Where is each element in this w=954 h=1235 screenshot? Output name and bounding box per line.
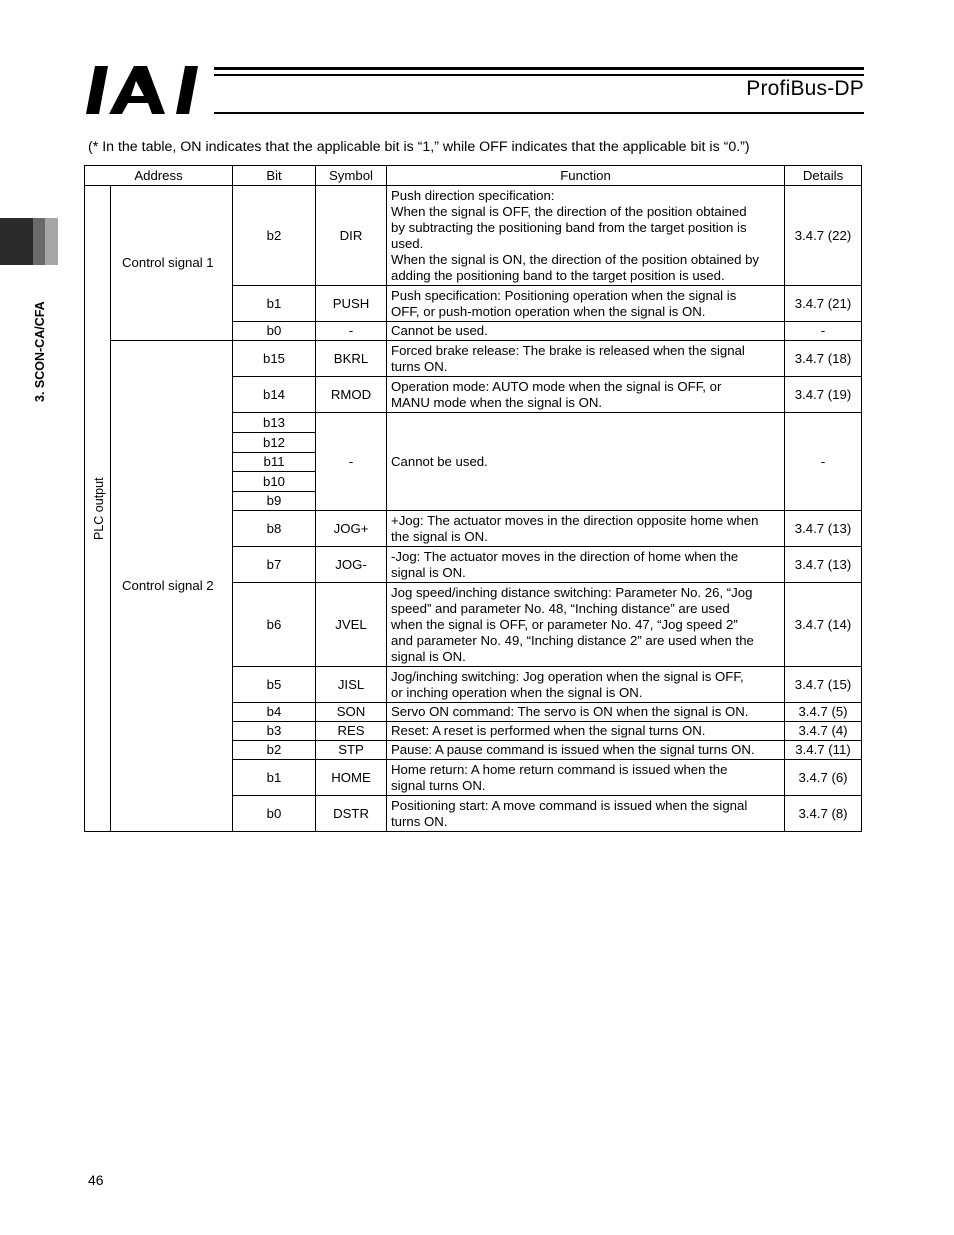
table-row [85, 341, 862, 377]
function-line: or inching operation when the signal is ON. [391, 684, 643, 700]
header-symbol: Symbol [316, 166, 387, 186]
function-line: Push direction specification: [391, 187, 555, 203]
bit-cell: b0 [233, 322, 316, 341]
bit-cell: b3 [233, 722, 316, 741]
bit-cell: b12 [233, 433, 316, 453]
function-line: adding the positioning band to the target position is used. [391, 267, 725, 283]
details-cell: 3.4.7 (21) [785, 286, 862, 322]
function-cell: Reset: A reset is performed when the signal turns ON. [387, 722, 785, 741]
function-line: turns ON. [391, 813, 448, 829]
function-cell: Pause: A pause command is issued when the signal turns ON. [387, 741, 785, 760]
details-cell: 3.4.7 (22) [785, 186, 862, 286]
bit-cell: b8 [233, 511, 316, 547]
bit-cell: b14 [233, 377, 316, 413]
function-cell [387, 286, 785, 322]
symbol-cell: PUSH [316, 286, 387, 322]
table-note: (* In the table, ON indicates that the applicable bit is “1,” while OFF indicates that the applicable bit is “0.”) [88, 139, 750, 155]
symbol-cell: RES [316, 722, 387, 741]
symbol-cell: JOG- [316, 547, 387, 583]
function-line: turns ON. [391, 358, 448, 374]
symbol-cell: - [316, 322, 387, 341]
function-line: when the signal is OFF, or parameter No. 47, “Jog speed 2” [391, 616, 738, 632]
bit-cell: b9 [233, 492, 316, 511]
function-line: Jog/inching switching: Jog operation when the signal is OFF, [391, 668, 744, 684]
function-line: Jog speed/inching distance switching: Parameter No. 26, “Jog [391, 584, 753, 600]
header-function: Function [387, 166, 785, 186]
signal-table [84, 165, 862, 832]
function-cell [387, 547, 785, 583]
function-cell [387, 341, 785, 377]
bit-cell: b1 [233, 760, 316, 796]
function-cell [387, 667, 785, 703]
symbol-cell: SON [316, 703, 387, 722]
function-line: speed” and parameter No. 48, “Inching distance” are used [391, 600, 730, 616]
details-cell: 3.4.7 (14) [785, 583, 862, 667]
function-line: the signal is ON. [391, 528, 488, 544]
symbol-cell: DSTR [316, 796, 387, 832]
table-row [85, 186, 862, 286]
symbol-cell: JOG+ [316, 511, 387, 547]
function-cell: Cannot be used. [387, 413, 785, 511]
plc-output-label: PLC output [92, 477, 106, 541]
symbol-cell: STP [316, 741, 387, 760]
details-cell: 3.4.7 (11) [785, 741, 862, 760]
details-cell: 3.4.7 (19) [785, 377, 862, 413]
bit-cell: b6 [233, 583, 316, 667]
page-number: 46 [88, 1172, 104, 1188]
product-title: ProfiBus-DP [746, 77, 864, 100]
table-header-row [85, 166, 862, 186]
bit-cell: b11 [233, 453, 316, 472]
group-control-signal-1: Control signal 1 [111, 186, 233, 341]
bit-cell: b0 [233, 796, 316, 832]
function-cell [387, 186, 785, 286]
chapter-label: 3. SCON-CA/CFA [33, 301, 47, 402]
details-cell: - [785, 413, 862, 511]
chapter-tab [0, 218, 58, 265]
header-address: Address [85, 166, 233, 186]
symbol-cell: RMOD [316, 377, 387, 413]
details-cell: 3.4.7 (6) [785, 760, 862, 796]
details-cell: 3.4.7 (8) [785, 796, 862, 832]
function-line: Home return: A home return command is issued when the [391, 761, 728, 777]
function-line: When the signal is OFF, the direction of the position obtained [391, 203, 747, 219]
symbol-cell: - [316, 413, 387, 511]
function-cell: Servo ON command: The servo is ON when the signal is ON. [387, 703, 785, 722]
details-cell: 3.4.7 (13) [785, 511, 862, 547]
function-line: used. [391, 235, 424, 251]
symbol-cell: BKRL [316, 341, 387, 377]
function-line: signal turns ON. [391, 777, 486, 793]
function-line: by subtracting the positioning band from the target position is [391, 219, 747, 235]
function-line: +Jog: The actuator moves in the direction opposite home when [391, 512, 759, 528]
bit-cell: b5 [233, 667, 316, 703]
symbol-cell: JISL [316, 667, 387, 703]
function-line: When the signal is ON, the direction of the position obtained by [391, 251, 760, 267]
header-bit: Bit [233, 166, 316, 186]
iai-logo [86, 66, 206, 114]
function-line: Forced brake release: The brake is released when the signal [391, 342, 745, 358]
header-details: Details [785, 166, 862, 186]
details-cell: 3.4.7 (15) [785, 667, 862, 703]
function-line: signal is ON. [391, 564, 466, 580]
symbol-cell: DIR [316, 186, 387, 286]
plc-output-cell [85, 186, 111, 832]
bit-cell: b15 [233, 341, 316, 377]
details-cell: 3.4.7 (4) [785, 722, 862, 741]
function-cell [387, 583, 785, 667]
function-line: MANU mode when the signal is ON. [391, 394, 603, 410]
group-control-signal-2: Control signal 2 [111, 341, 233, 832]
details-cell: 3.4.7 (13) [785, 547, 862, 583]
function-line: Operation mode: AUTO mode when the signal is OFF, or [391, 378, 722, 394]
bit-cell: b10 [233, 472, 316, 492]
bit-cell: b7 [233, 547, 316, 583]
function-line: and parameter No. 49, “Inching distance 2” are used when the [391, 632, 754, 648]
function-cell [387, 511, 785, 547]
function-line: OFF, or push-motion operation when the signal is ON. [391, 303, 706, 319]
symbol-cell: JVEL [316, 583, 387, 667]
function-cell [387, 760, 785, 796]
function-line: -Jog: The actuator moves in the direction of home when the [391, 548, 739, 564]
details-cell: 3.4.7 (18) [785, 341, 862, 377]
details-cell: 3.4.7 (5) [785, 703, 862, 722]
details-cell: - [785, 322, 862, 341]
function-cell [387, 377, 785, 413]
bit-cell: b2 [233, 186, 316, 286]
function-line: Push specification: Positioning operation when the signal is [391, 287, 737, 303]
function-cell: Cannot be used. [387, 322, 785, 341]
function-cell [387, 796, 785, 832]
bit-cell: b4 [233, 703, 316, 722]
symbol-cell: HOME [316, 760, 387, 796]
function-line: signal is ON. [391, 648, 466, 664]
bit-cell: b1 [233, 286, 316, 322]
bit-cell: b13 [233, 413, 316, 433]
function-line: Positioning start: A move command is issued when the signal [391, 797, 748, 813]
bit-cell: b2 [233, 741, 316, 760]
